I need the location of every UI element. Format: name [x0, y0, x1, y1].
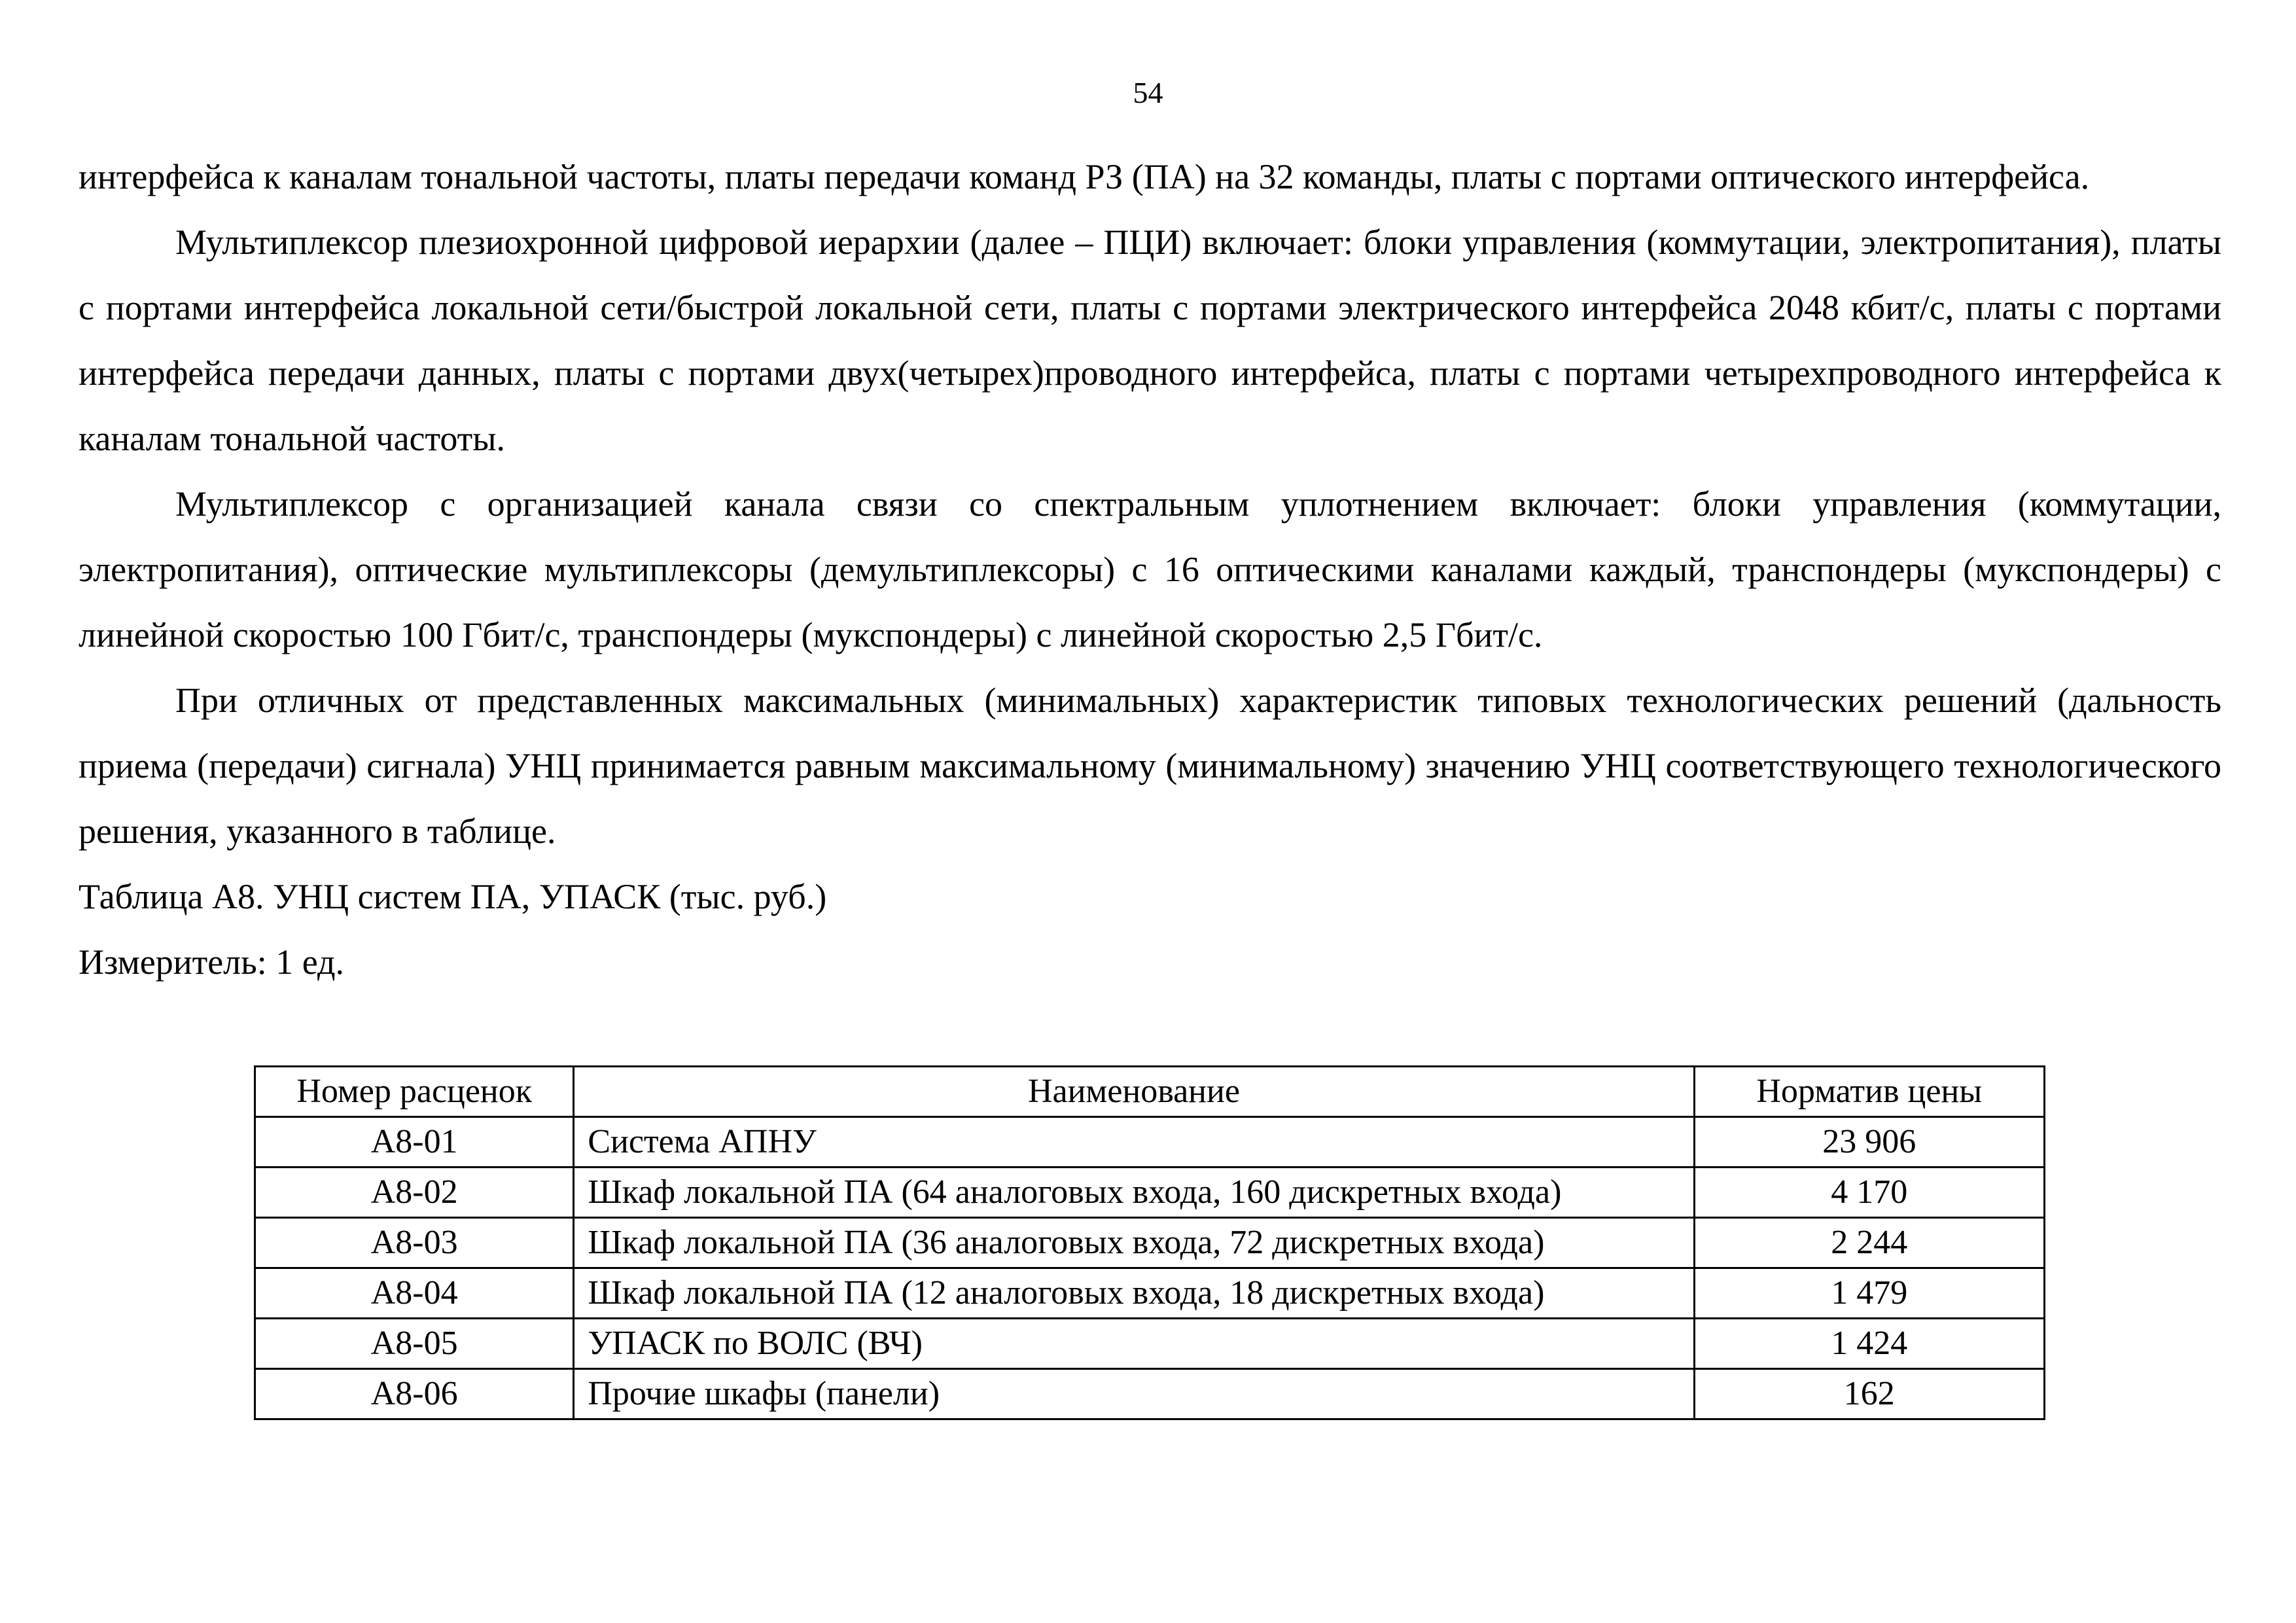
table-row — [255, 1168, 2045, 1218]
row-name: Система АПНУ — [574, 1117, 1694, 1168]
table-row — [255, 1319, 2045, 1369]
row-name: Шкаф локальной ПА (36 аналоговых входа, 72 дискретных входа) — [574, 1218, 1694, 1268]
row-code: А8-02 — [255, 1168, 574, 1218]
paragraph-pci-multiplexer: Мультиплексор плезиохронной цифровой иерархии (далее – ПЦИ) включает: блоки управления (коммутации, электропитания), платы с портами интерфейса локальной сети/быстрой локальной сети, платы с портами электрического интерфейса 2048 кбит/с, платы с портами интерфейса передачи данных, платы с портами двух(четырех)проводного интерфейса, платы с портами четырехпроводного интерфейса к каналам тональной частоты. — [79, 223, 2221, 458]
row-name: Шкаф локальной ПА (64 аналоговых входа, 160 дискретных входа) — [574, 1168, 1694, 1218]
row-price: 23 906 — [1694, 1117, 2044, 1168]
table-row — [255, 1268, 2045, 1319]
row-price: 1 424 — [1694, 1319, 2044, 1369]
row-code: А8-01 — [255, 1117, 574, 1168]
header-name: Наименование — [574, 1067, 1694, 1117]
row-code: А8-03 — [255, 1218, 574, 1268]
row-code: А8-04 — [255, 1268, 574, 1319]
row-code: А8-05 — [255, 1319, 574, 1369]
paragraph-characteristics-note: При отличных от представленных максимальных (минимальных) характеристик типовых технологических решений (дальность приема (передачи) сигнала) УНЦ принимается равным максимальному (минимальному) значению УНЦ соответствующего технологического решения, указанного в таблице. — [79, 681, 2221, 851]
price-table — [254, 1065, 2045, 1420]
row-price: 2 244 — [1694, 1218, 2044, 1268]
unit-line: Измеритель: 1 ед. — [79, 942, 344, 982]
paragraph-dwdm-multiplexer: Мультиплексор с организацией канала связи со спектральным уплотнением включает: блоки управления (коммутации, электропитания), оптические мультиплексоры (демультиплексоры) с 16 оптическими каналами каждый, транспондеры (мукспондеры) с линейной скоростью 100 Гбит/с, транспондеры (мукспондеры) с линейной скоростью 2,5 Гбит/с. — [79, 484, 2221, 654]
paragraph-continuation: интерфейса к каналам тональной частоты, платы передачи команд РЗ (ПА) на 32 команды, платы с портами оптического интерфейса. — [79, 157, 2090, 196]
header-code: Номер расценок — [255, 1067, 574, 1117]
header-price: Норматив цены — [1694, 1067, 2044, 1117]
page-number: 54 — [1133, 76, 1163, 109]
table-row — [255, 1369, 2045, 1419]
row-price: 4 170 — [1694, 1168, 2044, 1218]
row-code: А8-06 — [255, 1369, 574, 1419]
row-price: 1 479 — [1694, 1268, 2044, 1319]
document-body — [79, 144, 2221, 995]
row-price: 162 — [1694, 1369, 2044, 1419]
table-row — [255, 1117, 2045, 1168]
row-name: УПАСК по ВОЛС (ВЧ) — [574, 1319, 1694, 1369]
row-name: Шкаф локальной ПА (12 аналоговых входа, 18 дискретных входа) — [574, 1268, 1694, 1319]
table-row — [255, 1218, 2045, 1268]
table-header-row — [255, 1067, 2045, 1117]
row-name: Прочие шкафы (панели) — [574, 1369, 1694, 1419]
table-caption: Таблица А8. УНЦ систем ПА, УПАСК (тыс. руб.) — [79, 877, 827, 916]
